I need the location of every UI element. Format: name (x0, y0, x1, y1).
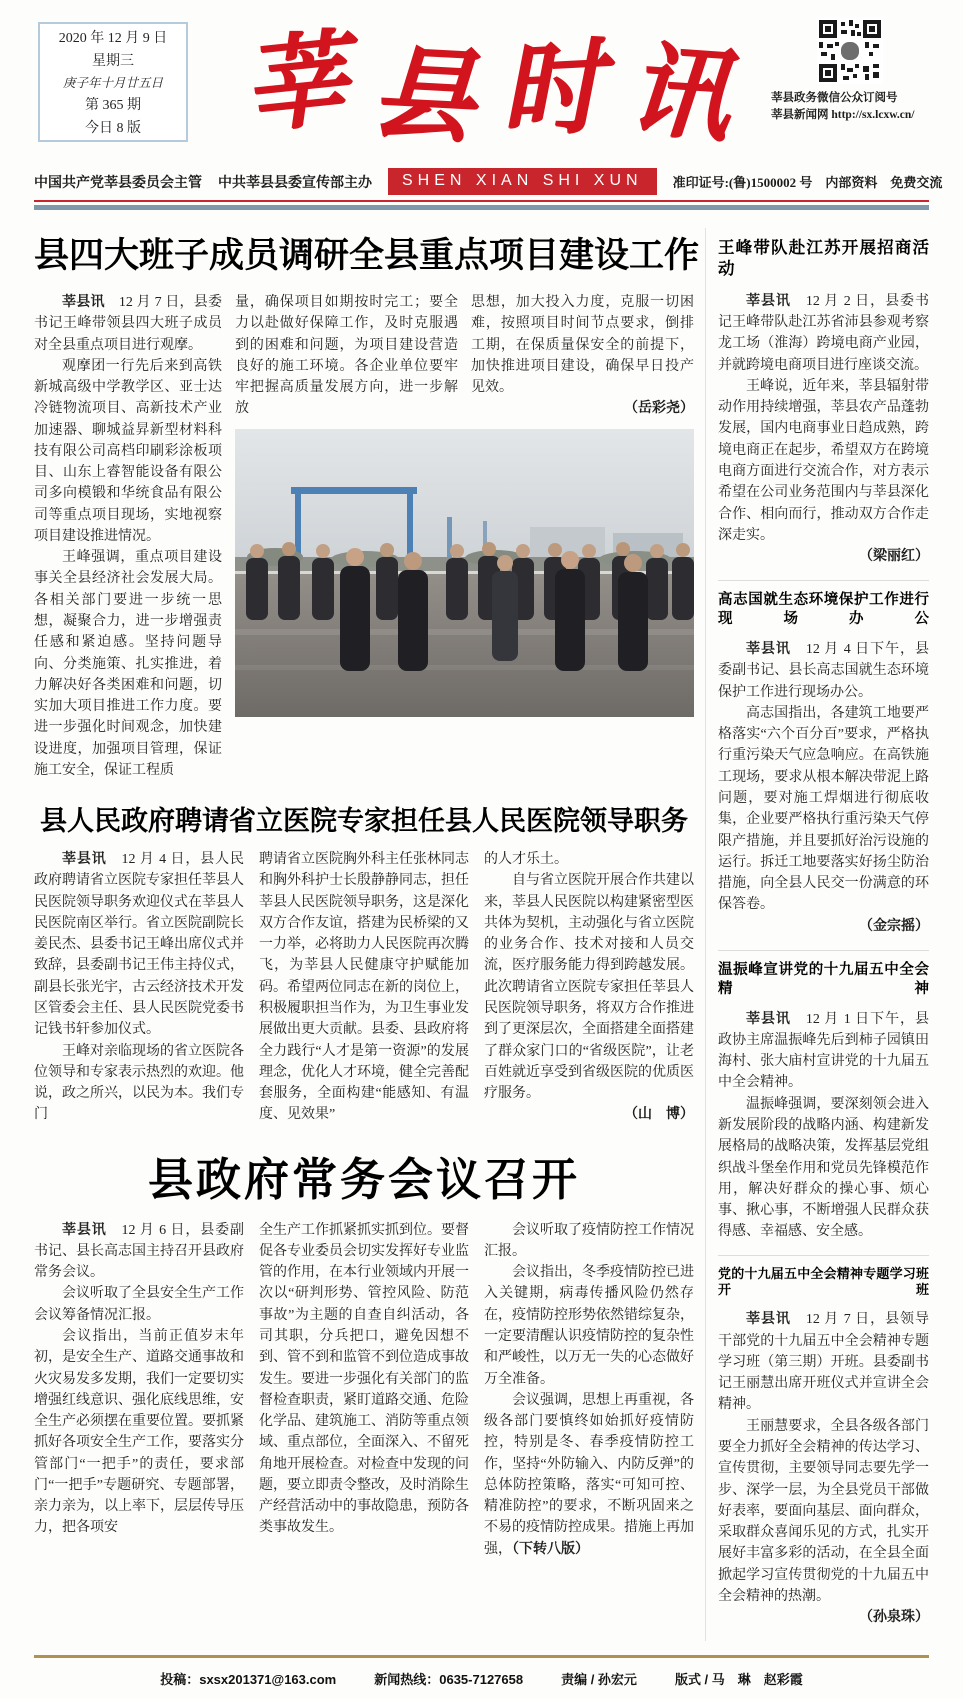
sidebar-article-3-headline: 温振峰宣讲党的十九届五中全会精神 (718, 961, 929, 997)
dateline: 莘县讯 (746, 1312, 806, 1328)
license-text: 准印证号:(鲁)1500002 号 内部资料 免费交流 (672, 175, 943, 190)
sidebar-article-3 (718, 951, 929, 1256)
qr-block (771, 18, 929, 125)
sidebar-article-2 (718, 581, 929, 951)
paragraph-text: 12 月 7 日，县委书记王峰带领县四大班子成员对全县重点项目进行观摩。 (34, 295, 223, 353)
article-3-column-2 (259, 1220, 469, 1560)
dateline: 莘县讯 (62, 852, 122, 868)
masthead-char: 讯 (623, 29, 734, 157)
sidebar-column (705, 228, 929, 1641)
organizer-text: 中共莘县县委宣传部主办 (218, 175, 372, 191)
pages-count: 今日 8 版 (85, 121, 141, 136)
article-3-column-1 (34, 1220, 244, 1560)
dateline: 莘县讯 (62, 1222, 122, 1238)
byline: （孙泉珠） (859, 1610, 929, 1626)
footer (34, 1658, 929, 1699)
byline: （岳彩尧） (624, 401, 694, 417)
dateline: 莘县讯 (746, 293, 806, 309)
supervisor-text: 中国共产党莘县委员会主管 (34, 175, 202, 191)
paragraph: 聘请省立医院胸外科主任张林同志和胸外科护士长殷静静同志，担任莘县人民医院领导职务，这是深化双方合作友谊，搭建为民桥梁的又一力举，必将助力人民医院再次腾飞，为莘县人民健康守护赋能加码。希望两位同志在新的岗位上，积极履职担当作为，为卫生事业发展做出更大贡献。县委、县政府将全力践行“人才是第一资源”的发展理念，优化人才环境，健全完善配套服务，全面构建“能感知、有温度、见效果” (259, 852, 469, 1123)
article-2-column-2 (259, 849, 469, 1127)
article-1-column-1 (34, 292, 222, 781)
qr-code-icon (817, 18, 883, 84)
paragraph: 自与省立医院开展合作共建以来，莘县人民医院以构建紧密型医共体为契机，主动强化与省立医院的业务合作、技术对接和人员交流，医疗服务能力得到跨越发展。此次聘请省立医院专家担任莘县人民医院领导职务，将双方合作推进到了更深层次，全面搭建全面搭建了群众家门口的“省级医院”，让老百姓就近享受到省级医院的优质医疗服务。 (484, 873, 694, 1102)
issue-number: 第 365 期 (85, 98, 141, 113)
paragraph: 王峰强调，重点项目建设事关全县经济社会发展大局。各相关部门要进一步统一思想，凝聚合力，进一步增强责任感和紧迫感。坚持问题导向、分类施策、扎实推进，着力解决好各类困难和问题，切实加大项目推进工作力度。要进一步强化时间观念，加快建设进度，加强项目管理，保证施工安全，保证工程质 (34, 550, 222, 778)
main-column (34, 228, 700, 1641)
byline: （山 博） (624, 1107, 694, 1123)
article-1-headline: 县四大班子成员调研全县重点项目建设工作 (34, 236, 700, 275)
byline: （梁丽红） (859, 549, 929, 565)
article-2-column-3 (484, 849, 694, 1127)
article-1-body (34, 292, 694, 781)
article-3 (34, 1143, 694, 1560)
article-1-columns-2-3 (235, 292, 694, 421)
dateline: 莘县讯 (746, 642, 806, 658)
article-3-body (34, 1220, 694, 1560)
article-3-headline: 县政府常务会议召开 (147, 1153, 580, 1205)
paragraph: 观摩团一行先后来到高铁新城高级中学教学区、亚士达冷链物流项目、高新技术产业加速器、聊城益昇新型材料科技有限公司高档印刷彩涂板项目、山东上睿智能设备有限公司多向模锻和华统食品有限公司等重点项目现场，实地视察项目建设推进情况。 (34, 358, 222, 544)
blue-rule (34, 205, 929, 210)
paragraph-text: 12 月 1 日下午，县政协主席温振峰先后到柿子园镇田海村、张大庙村宣讲党的十九届五中全会精神。 (718, 1011, 930, 1091)
masthead-char: 县 (368, 32, 477, 158)
sidebar-article-1 (718, 228, 929, 581)
paragraph-text: 12 月 7 日，县领导干部党的十九届五中全会精神专题学习班（第三期）开班。县委副书记王丽慧出席开班仪式并宣讲全会精神。 (718, 1312, 930, 1413)
article-1-column-3 (471, 292, 694, 421)
article-2-column-1 (34, 849, 244, 1127)
paragraph (34, 1220, 244, 1284)
article-2 (34, 799, 694, 1127)
qr-caption-1: 莘县政务微信公众订阅号 (771, 92, 898, 104)
article-2-body (34, 849, 694, 1127)
paragraph-text: 会议强调，思想上再重视，各级各部门要慎终如始抓好疫情防控，特别是冬、春季疫情防控工作，坚持“外防输入、内防反弹”的总体防控策略，落实“可知可控、精准防控”的要求，不断巩固来之不易的疫情防控成果。措施上再加强， (484, 1392, 694, 1557)
publisher-info (34, 172, 372, 192)
paragraph (718, 1309, 929, 1415)
red-rule (34, 200, 929, 202)
qr-caption-2: 莘县新闻网 http://sx.lcxw.cn/ (771, 109, 915, 122)
lunar-date: 庚子年十月廿五日 (62, 76, 163, 90)
paragraph (34, 849, 244, 1040)
paragraph: 会议指出，冬季疫情防控已进入关键期，病毒传播风险仍然存在，疫情防控形势依然错综复杂，一定要清醒认识疫情防控的复杂性和严峻性，以万无一失的心态做好万全准备。 (484, 1265, 694, 1387)
paragraph: 的人才乐土。 (484, 852, 568, 868)
paragraph-text: 12 月 2 日，县委书记王峰带队赴江苏省沛县参观考察龙工场（淮海）跨境电商产业园，并就跨境电商项目进行座谈交流。 (718, 293, 930, 373)
masthead-char: 时 (496, 26, 605, 152)
paragraph: 会议听取了疫情防控工作情况汇报。 (484, 1222, 694, 1259)
sidebar-article-4-headline: 党的十九届五中全会精神专题学习班开班 (718, 1265, 929, 1298)
masthead-title (209, 14, 764, 164)
paragraph (718, 291, 929, 376)
article-2-headline: 县人民政府聘请省立医院专家担任县人民医院领导职务 (40, 806, 688, 837)
paragraph: 思想，加大投入力度，克服一切困难，按照项目时间节点要求，倒排工期，在保质量保安全的前提下，加快推进项目建设，确保早日投产见效。 (471, 295, 694, 396)
sidebar-article-4 (718, 1256, 929, 1642)
paragraph-text: 12 月 4 日，县人民政府聘请省立医院专家担任莘县人民医院领导职务欢迎仪式在莘县人民医院南区举行。省立医院副院长姜民杰、县委书记王峰出席仪式并致辞，县委副书记王伟主持仪式，副县长张光宇，古云经济技术开发区管委会主任、县人民医院党委书记钱书轩参加仪式。 (34, 852, 244, 1038)
publisher-band (34, 168, 943, 195)
continued-note: （下转八版） (512, 1541, 589, 1557)
footer-submit-email: 投稿：sxsx201371@163.com (160, 1672, 337, 1688)
weekday: 星期三 (92, 54, 134, 69)
paragraph: 高志国指出，各建筑工地要严格落实“六个百分百”要求，严格执行重污染天气应急响应。在高铁施工现场，要求从根本解决带泥上路问题，要对施工焊烟进行彻底收集，企业要严格执行重污染天气停限产措施，并且要抓好治污设施的运行。拆迁工地要落实好扬尘防治措施，向全县人民交一份满意的环保答卷。 (718, 705, 929, 913)
paragraph: 全生产工作抓紧抓实抓到位。要督促各专业委员会切实发挥好专业监管的作用，在本行业领域内开展一次以“研判形势、管控风险、防范事故”为主题的自查自纠活动，各司其职，分兵把口，避免因想不到、管不到和监管不到位造成事故发生。要进一步强化有关部门的监督检查职责，紧盯道路交通、危险化学品、建筑施工、消防等重点领域、重点部位，全面深入、不留死角地开展检查。对检查中发现的问题，要立即责令整改，及时消除生产经营活动中的事故隐患，预防各类事故发生。 (259, 1222, 469, 1536)
paragraph (718, 639, 929, 703)
article-3-column-3 (484, 1220, 694, 1560)
paragraph: 会议指出，当前正值岁末年初，是安全生产、道路交通事故和火灾易发多发期，我们一定要切实增强红线意识、强化底线思维，安全生产必须摆在重要位置。要抓紧抓好各项安全生产工作，要落实分管部门“一把手”的责任，要求部门“一把手”专题研究、专题部署，亲力亲为，以上率下，层层传导压力，把各项安 (34, 1329, 244, 1536)
paragraph-text: 12 月 4 日下午，县委副书记、县长高志国就生态环境保护工作进行现场办公。 (718, 642, 930, 700)
pinyin-title-box: SHEN XIAN SHI XUN (388, 168, 657, 195)
paragraph: 王峰说，近年来，莘县辐射带动作用持续增强，莘县农产品蓬勃发展，国内电商事业日趋成熟，跨境电商正在起步，希望双方在跨境电商方面进行交流合作，对方表示希望在公司业务范围内与莘县深化合作、相向而行，推动双方合作走深走实。 (718, 378, 929, 543)
paragraph (34, 292, 222, 356)
footer-hotline: 新闻热线：0635-7127658 (374, 1672, 524, 1688)
footer-layout: 版式 / 马 琳 赵彩霞 (674, 1672, 803, 1688)
issue-date: 2020 年 12 月 9 日 (58, 31, 168, 46)
sidebar-article-1-headline: 王峰带队赴江苏开展招商活动 (718, 239, 929, 279)
news-photo (235, 429, 694, 722)
sidebar-article-2-headline: 高志国就生态环境保护工作进行现场办公 (718, 592, 929, 628)
footer-editor: 责编 / 孙宏元 (561, 1672, 637, 1688)
paragraph: 量，确保项目如期按时完工；要全力以赴做好保障工作，及时克服遇到的困难和问题，为项目建设营造良好的施工环境。各企业单位要牢牢把握高质量发展方向，进一步解放 (235, 295, 458, 417)
dateline: 莘县讯 (746, 1011, 806, 1027)
page-content (34, 228, 929, 1641)
paragraph: 王峰对亲临现场的省立医院各位领导和专家表示热烈的欢迎。他说，政之所兴，以民为本。我们专门 (34, 1043, 244, 1123)
newspaper-header (34, 14, 929, 166)
article-1-column-2 (235, 292, 458, 421)
article-1-right-block (235, 292, 694, 781)
date-box (38, 22, 188, 142)
dateline: 莘县讯 (62, 295, 119, 310)
paragraph: 温振峰强调，要深刻领会进入新发展阶段的战略内涵、构建新发展格局的战略决策，发挥基层党组织战斗堡垒作用和党员先锋模范作用，解决好群众的操心事、烦心事、揪心事，不断增强人民群众获得感、幸福感、安全感。 (718, 1096, 929, 1240)
paragraph (484, 1390, 694, 1560)
article-1 (34, 228, 700, 781)
paragraph (718, 1009, 929, 1094)
paragraph: 会议听取了全县安全生产工作会议筹备情况汇报。 (34, 1286, 244, 1323)
masthead-char: 莘 (236, 18, 351, 149)
paragraph-text: 12 月 6 日，县委副书记、县长高志国主持召开县政府常务会议。 (34, 1222, 244, 1281)
byline: （金宗摇） (859, 918, 929, 934)
paragraph: 王丽慧要求，全县各级各部门要全力抓好全会精神的传达学习、宣传贯彻，主要领导同志要先学一步、深学一层，为全县党员干部做好表率，要面向基层、面向群众，采取群众喜闻乐见的方式，扎实开展好丰富多彩的活动，在全县全面掀起学习宣传贯彻党的十九届五中全会精神的热潮。 (718, 1418, 929, 1604)
